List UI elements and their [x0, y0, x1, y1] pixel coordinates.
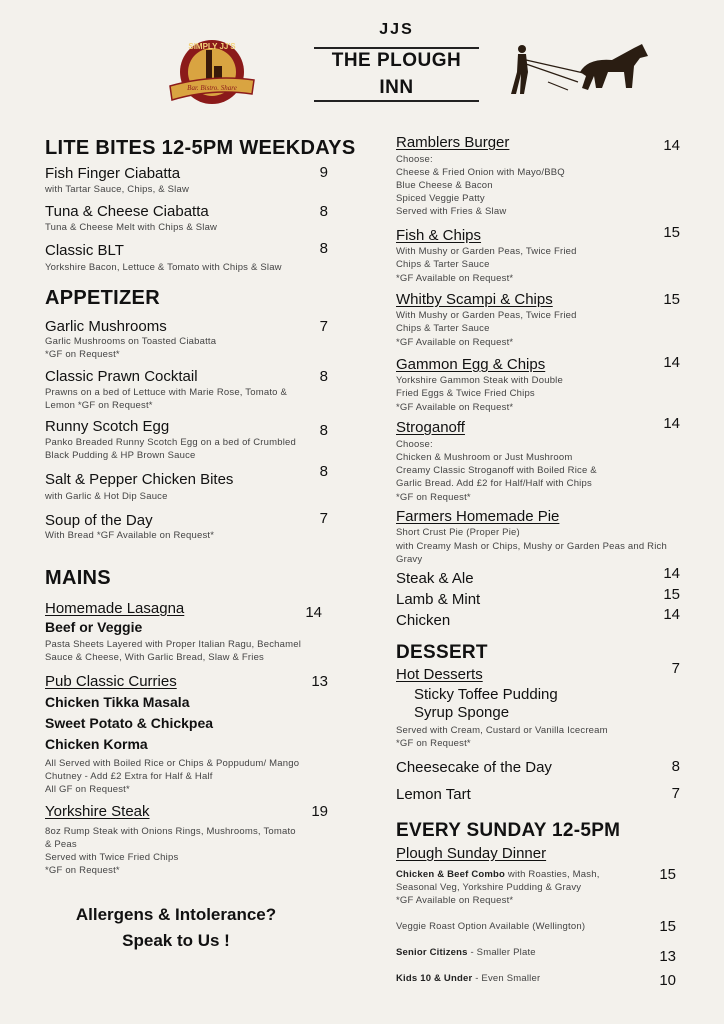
item-name: Homemade Lasagna: [45, 600, 185, 617]
item-desc: *GF Available on Request*: [396, 895, 514, 906]
restaurant-name-line2: INN: [379, 77, 414, 98]
item-desc: Yorkshire Gammon Steak with Double: [396, 375, 563, 386]
item-price: 10: [659, 972, 676, 989]
section-heading: EVERY SUNDAY 12-5PM: [396, 820, 621, 841]
item-name: Stroganoff: [396, 419, 465, 436]
pie-option: Steak & Ale: [396, 570, 474, 587]
item-desc: *GF on Request*: [45, 865, 120, 876]
item-name: Whitby Scampi & Chips: [396, 291, 553, 308]
item-desc: Garlic Bread. Add £2 for Half/Half with Chips: [396, 478, 592, 489]
item-name: Soup of the Day: [45, 512, 153, 529]
item-desc: with Creamy Mash or Chips, Mushy or Garden Peas and Rich: [396, 541, 667, 552]
item-desc: Chips & Tarter Sauce: [396, 323, 490, 334]
sunday-item: [396, 973, 540, 984]
item-price: 19: [311, 803, 328, 820]
item-desc: *GF on Request*: [396, 492, 471, 503]
item-desc: Prawns on a bed of Lettuce with Marie Rose, Tomato &: [45, 387, 288, 398]
item-desc: With Bread *GF Available on Request*: [45, 530, 215, 541]
section-heading: DESSERT: [396, 642, 488, 663]
svg-text:SIMPLY JJ'S: SIMPLY JJ'S: [188, 42, 236, 51]
sunday-item-desc: - Even Smaller: [472, 973, 541, 984]
sunday-item: [396, 921, 585, 932]
section-heading: MAINS: [45, 567, 111, 589]
item-name: Cheesecake of the Day: [396, 759, 552, 776]
item-desc: Sauce & Cheese, With Garlic Bread, Slaw & Fries: [45, 652, 265, 663]
item-desc: with Garlic & Hot Dip Sauce: [45, 491, 168, 502]
item-option: Sticky Toffee Pudding: [414, 686, 558, 703]
item-price: 8: [319, 240, 328, 257]
sunday-item-name: Kids 10 & Under: [396, 973, 473, 984]
item-price: 7: [671, 785, 680, 802]
item-desc: Chips & Tarter Sauce: [396, 259, 490, 270]
item-desc: *GF Available on Request*: [396, 273, 514, 284]
sunday-item: [396, 947, 536, 958]
item-price: 8: [319, 368, 328, 385]
item-desc: Seasonal Veg, Yorkshire Pudding & Gravy: [396, 882, 582, 893]
section-heading: LITE BITES 12-5PM WEEKDAYS: [45, 137, 356, 159]
item-price: 14: [663, 354, 680, 371]
item-name: Fish Finger Ciabatta: [45, 165, 181, 182]
item-price: 14: [663, 415, 680, 432]
sunday-item-name: Chicken & Beef Combo: [396, 869, 506, 880]
item-desc: With Mushy or Garden Peas, Twice Fried: [396, 310, 577, 321]
item-price: 14: [663, 606, 680, 623]
item-desc: Fried Eggs & Twice Fried Chips: [396, 388, 535, 399]
item-desc: *GF Available on Request*: [396, 402, 514, 413]
item-price: 14: [663, 565, 680, 582]
sunday-item: [396, 869, 600, 880]
ploughman-horse-illustration: [508, 42, 656, 100]
sunday-item-desc: Veggie Roast Option Available (Wellington): [396, 921, 586, 932]
item-desc: Tuna & Cheese Melt with Chips & Slaw: [45, 222, 218, 233]
item-price: 15: [663, 291, 680, 308]
item-price: 8: [319, 203, 328, 220]
item-desc: With Mushy or Garden Peas, Twice Fried: [396, 246, 577, 257]
item-name: Salt & Pepper Chicken Bites: [45, 471, 234, 488]
section-heading: APPETIZER: [45, 287, 160, 309]
item-price: 7: [671, 660, 680, 677]
item-name: Plough Sunday Dinner: [396, 845, 547, 862]
item-name: Gammon Egg & Chips: [396, 356, 546, 373]
item-price: 13: [311, 673, 328, 690]
item-name: Tuna & Cheese Ciabatta: [45, 203, 209, 220]
item-price: 15: [663, 224, 680, 241]
allergen-notice: Allergens & Intolerance?: [75, 905, 277, 924]
item-price: 15: [659, 918, 676, 935]
item-desc: All GF on Request*: [45, 784, 130, 795]
item-desc: Spiced Veggie Patty: [396, 193, 485, 204]
item-desc: Creamy Classic Stroganoff with Boiled Rice &: [396, 465, 597, 476]
item-name: Runny Scotch Egg: [45, 418, 170, 435]
item-desc: with Tartar Sauce, Chips, & Slaw: [45, 184, 190, 195]
item-desc: Yorkshire Bacon, Lettuce & Tomato with Chips & Slaw: [45, 262, 282, 273]
item-price: 14: [305, 604, 322, 621]
item-desc: 8oz Rump Steak with Onions Rings, Mushrooms, Tomato: [45, 826, 296, 837]
item-desc: Served with Cream, Custard or Vanilla Icecream: [396, 725, 608, 736]
item-choose-label: Choose:: [396, 154, 433, 165]
item-price: 7: [319, 318, 328, 335]
item-desc: Chutney - Add £2 Extra for Half & Half: [45, 771, 213, 782]
item-choose-label: Choose:: [396, 439, 433, 450]
item-price: 7: [319, 510, 328, 527]
item-option: Chicken Tikka Masala: [45, 694, 190, 710]
item-price: 8: [671, 758, 680, 775]
logo: [166, 36, 258, 108]
item-desc: Chicken & Mushroom or Just Mushroom: [396, 452, 573, 463]
brand-small: JJS: [379, 21, 414, 38]
item-name: Farmers Homemade Pie: [396, 508, 560, 525]
item-price: 14: [663, 137, 680, 154]
item-desc: Short Crust Pie (Proper Pie): [396, 527, 520, 538]
item-name: Garlic Mushrooms: [45, 318, 167, 335]
item-desc: Cheese & Fried Onion with Mayo/BBQ: [396, 167, 565, 178]
item-price: 15: [659, 866, 676, 883]
item-desc: Blue Cheese & Bacon: [396, 180, 493, 191]
item-name: Yorkshire Steak: [45, 803, 150, 820]
item-price: 9: [319, 164, 328, 181]
item-option: Syrup Sponge: [414, 704, 510, 721]
item-desc: Served with Fries & Slaw: [396, 206, 507, 217]
pie-option: Chicken: [396, 612, 451, 629]
item-desc: Panko Breaded Runny Scotch Egg on a bed of Crumbled: [45, 437, 297, 448]
item-option: Sweet Potato & Chickpea: [45, 715, 214, 731]
item-desc: Black Pudding & HP Brown Sauce: [45, 450, 196, 461]
item-name: Classic BLT: [45, 242, 124, 259]
item-desc: Served with Twice Fried Chips: [45, 852, 179, 863]
item-desc: Garlic Mushrooms on Toasted Ciabatta: [45, 336, 217, 347]
sunday-item-desc: with Roasties, Mash,: [505, 869, 600, 880]
item-option: Beef or Veggie: [45, 619, 143, 635]
item-desc: All Served with Boiled Rice or Chips & Poppudum/ Mango: [45, 758, 300, 769]
item-price: 15: [663, 586, 680, 603]
sunday-item-name: Senior Citizens: [396, 947, 468, 958]
item-price: 8: [319, 422, 328, 439]
item-name: Ramblers Burger: [396, 134, 510, 151]
sunday-item-desc: - Smaller Plate: [467, 947, 536, 958]
pie-option: Lamb & Mint: [396, 591, 481, 608]
item-price: 13: [659, 948, 676, 965]
restaurant-name-line1: THE PLOUGH: [331, 50, 462, 71]
item-desc: *GF Available on Request*: [396, 337, 514, 348]
item-name: Classic Prawn Cocktail: [45, 368, 198, 385]
item-name: Hot Desserts: [396, 666, 483, 683]
allergen-notice: Speak to Us !: [122, 931, 230, 950]
item-name: Lemon Tart: [396, 786, 471, 803]
svg-text:Bar. Bistro. Share: Bar. Bistro. Share: [187, 84, 237, 92]
item-desc: *GF on Request*: [45, 349, 120, 360]
item-desc: Gravy: [396, 554, 423, 565]
item-desc: *GF on Request*: [396, 738, 471, 749]
item-desc: Lemon *GF on Request*: [45, 400, 153, 411]
item-desc: & Peas: [45, 839, 77, 850]
item-price: 8: [319, 463, 328, 480]
item-option: Chicken Korma: [45, 736, 148, 752]
divider: [314, 47, 479, 49]
item-name: Fish & Chips: [396, 227, 482, 244]
item-name: Pub Classic Curries: [45, 673, 177, 690]
item-desc: Pasta Sheets Layered with Proper Italian Ragu, Bechamel: [45, 639, 302, 650]
divider: [314, 100, 479, 102]
